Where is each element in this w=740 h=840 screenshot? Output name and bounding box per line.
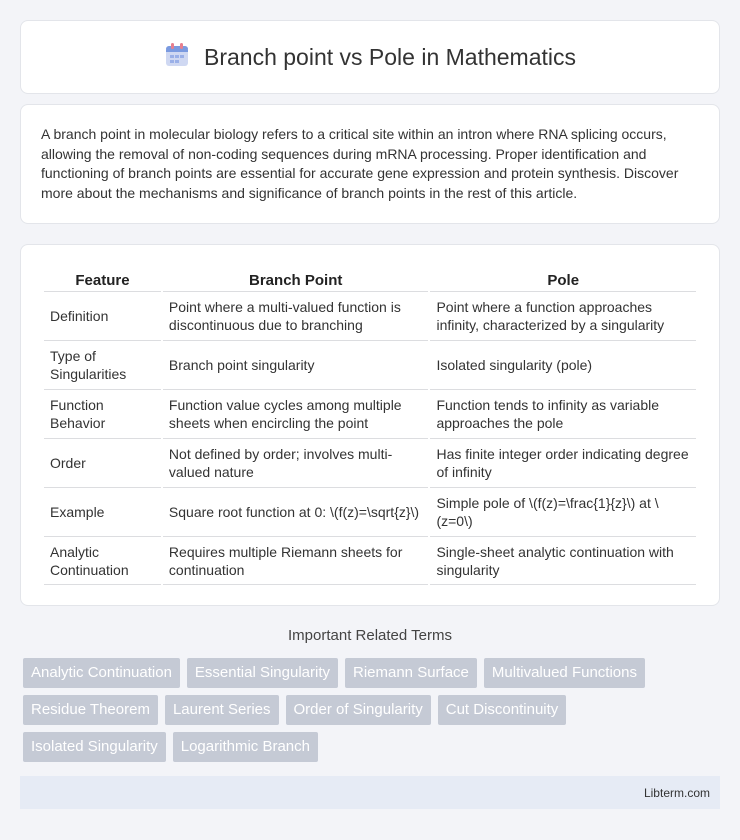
related-term-tag[interactable]: Riemann Surface xyxy=(345,658,477,688)
related-term-tag[interactable]: Laurent Series xyxy=(165,695,279,725)
intro-paragraph: A branch point in molecular biology refers to a critical site within an intron where RNA splicing occurs, allowing the removal of non-coding sequences during mRNA processing. Proper identification and functioning of branch points are essential for accurate gene expression and protein synthesis. Discover more about the mechanisms and significance of branch points in the rest of this article. xyxy=(41,126,679,201)
pole-cell: Point where a function approaches infinity, characterized by a singularity xyxy=(430,291,696,340)
table-row xyxy=(44,389,696,438)
related-term-tag[interactable]: Isolated Singularity xyxy=(23,732,166,762)
footer xyxy=(20,776,720,809)
table-row xyxy=(44,291,696,340)
table-header-row xyxy=(44,265,696,291)
footer-site-link[interactable]: Libterm.com xyxy=(643,785,710,800)
header-card xyxy=(20,20,720,94)
comparison-card xyxy=(20,244,720,606)
header-feature: Feature xyxy=(75,271,130,289)
feature-cell: Type of Singularities xyxy=(44,340,161,389)
feature-cell: Example xyxy=(44,487,161,536)
branch-point-cell: Point where a multi-valued function is discontinuous due to branching xyxy=(163,291,429,340)
branch-point-cell: Branch point singularity xyxy=(163,340,429,389)
pole-cell: Function tends to infinity as variable approaches the pole xyxy=(430,389,696,438)
feature-cell: Analytic Continuation xyxy=(44,536,161,585)
branch-point-cell: Not defined by order; involves multi-valued nature xyxy=(163,438,429,487)
table-row xyxy=(44,536,696,585)
branch-point-cell: Requires multiple Riemann sheets for continuation xyxy=(163,536,429,585)
table-row xyxy=(44,340,696,389)
related-term-tag[interactable]: Analytic Continuation xyxy=(23,658,180,688)
pole-cell: Has finite integer order indicating degree of infinity xyxy=(430,438,696,487)
pole-cell: Isolated singularity (pole) xyxy=(430,340,696,389)
feature-cell: Function Behavior xyxy=(44,389,161,438)
related-terms-heading: Important Related Terms xyxy=(288,627,452,644)
feature-cell: Order xyxy=(44,438,161,487)
header-pole: Pole xyxy=(547,271,580,289)
related-term-tag[interactable]: Residue Theorem xyxy=(23,695,158,725)
related-term-tag[interactable]: Logarithmic Branch xyxy=(173,732,318,762)
related-term-tag[interactable]: Essential Singularity xyxy=(187,658,338,688)
pole-cell: Simple pole of \(f(z)=\frac{1}{z}\) at \(z=0\) xyxy=(430,487,696,536)
related-term-tag[interactable]: Cut Discontinuity xyxy=(438,695,567,725)
related-terms-list xyxy=(23,658,713,762)
calendar-icon xyxy=(164,42,190,73)
branch-point-cell: Square root function at 0: \(f(z)=\sqrt{z}\) xyxy=(163,487,429,536)
header-branch-point: Branch Point xyxy=(249,271,343,289)
table-row xyxy=(44,487,696,536)
comparison-table xyxy=(42,265,698,585)
related-term-tag[interactable]: Order of Singularity xyxy=(286,695,431,725)
branch-point-cell: Function value cycles among multiple sheets when encircling the point xyxy=(163,389,429,438)
pole-cell: Single-sheet analytic continuation with singularity xyxy=(430,536,696,585)
page-title: Branch point vs Pole in Mathematics xyxy=(203,43,576,70)
feature-cell: Definition xyxy=(44,291,161,340)
related-term-tag[interactable]: Multivalued Functions xyxy=(484,658,645,688)
intro-card xyxy=(20,104,720,224)
table-row xyxy=(44,438,696,487)
